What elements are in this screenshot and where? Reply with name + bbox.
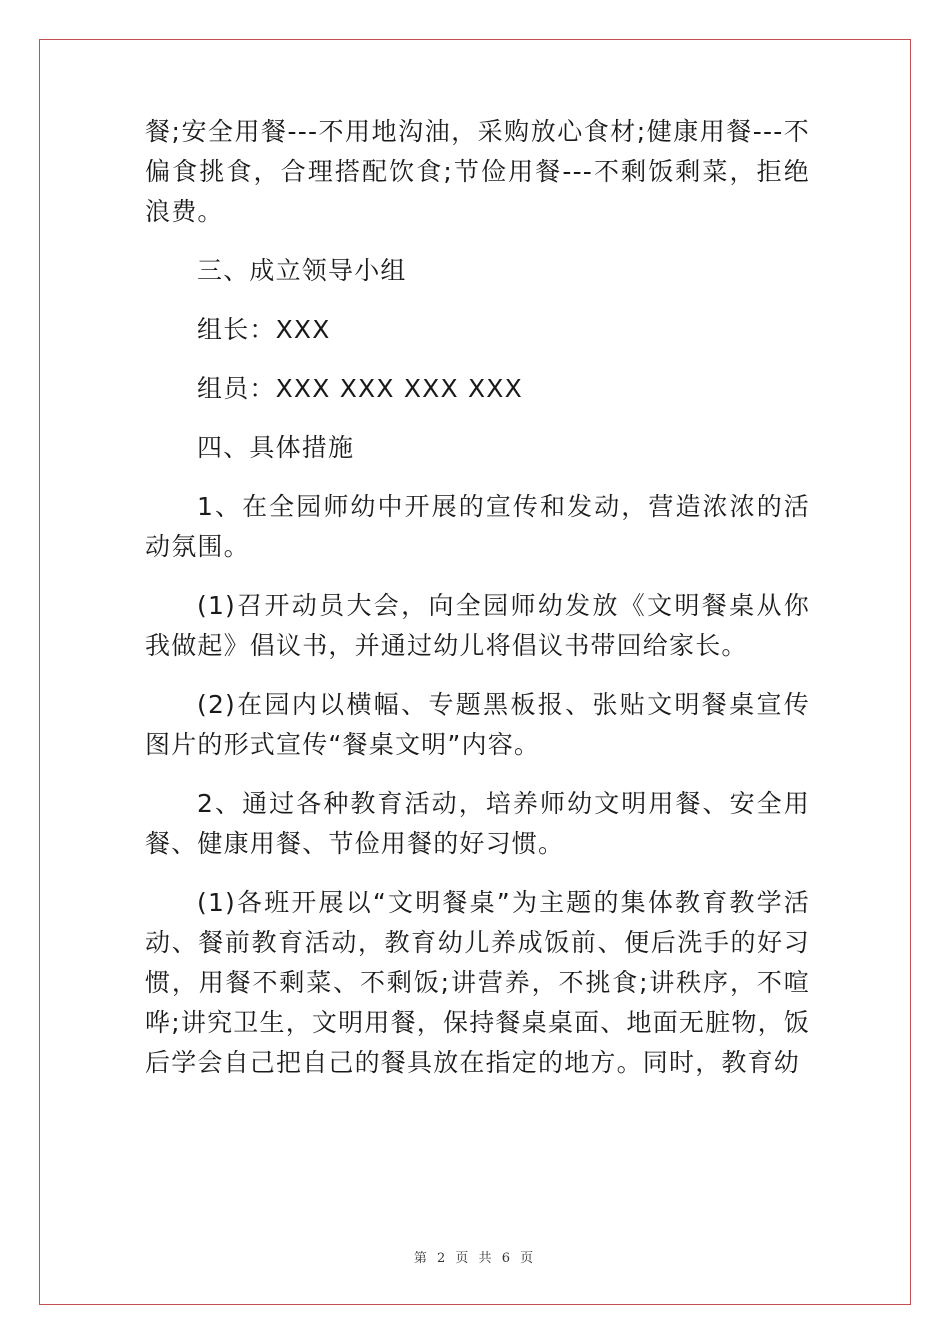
measure-2-paragraph: 2、通过各种教育活动，培养师幼文明用餐、安全用餐、健康用餐、节俭用餐的好习惯。 — [145, 789, 810, 858]
group-leader-line: 组长：XXX — [197, 315, 331, 344]
section-heading-measures: 四、具体措施 — [197, 433, 355, 462]
measure-1-item-2: (2)在园内以横幅、专题黑板报、张贴文明餐桌宣传图片的形式宣传“餐桌文明”内容。 — [145, 690, 810, 759]
group-members-line: 组员：XXX XXX XXX XXX — [197, 374, 523, 403]
measure-1-item-1: (1)召开动员大会，向全园师幼发放《文明餐桌从你我做起》倡议书，并通过幼儿将倡议书带回给家长。 — [145, 591, 810, 660]
measure-1-paragraph: 1、在全园师幼中开展的宣传和发动，营造浓浓的活动氛围。 — [145, 492, 810, 561]
measure-2-item-1: (1)各班开展以“文明餐桌”为主题的集体教育教学活动、餐前教育活动，教育幼儿养成饭前、便后洗手的好习惯，用餐不剩菜、不剩饭;讲营养，不挑食;讲秩序，不喧哗;讲究卫生，文明用餐，保持餐桌桌面、地面无脏物，饭后学会自己把自己的餐具放在指定的地方。同时，教育幼 — [145, 888, 810, 1077]
paragraph-continuation: 餐;安全用餐---不用地沟油，采购放心食材;健康用餐---不偏食挑食，合理搭配饮食;节俭用餐---不剩饭剩菜，拒绝浪费。 — [145, 117, 810, 226]
document-body — [145, 112, 810, 1083]
page-number-footer: 第 2 页 共 6 页 — [413, 1251, 537, 1266]
section-heading-leadership-group: 三、成立领导小组 — [197, 256, 407, 285]
